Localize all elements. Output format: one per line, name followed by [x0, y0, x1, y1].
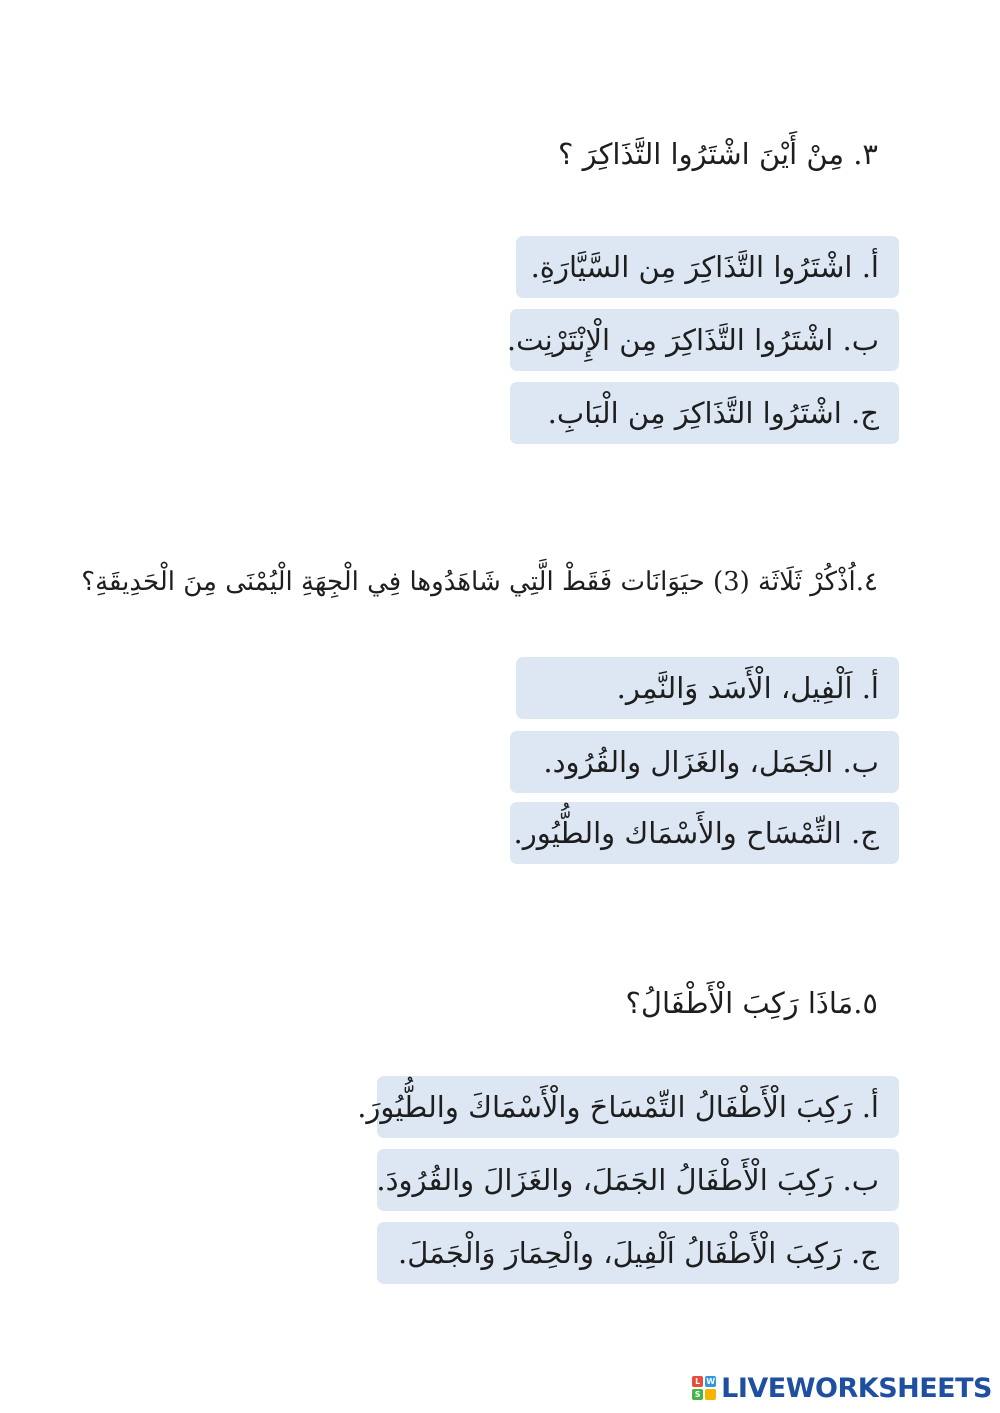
option-label: ب. الجَمَل، والغَزَال والقُرُود.	[543, 745, 879, 779]
question-4: ٤.اُذْكُرْ ثَلَاثَة (3) حيَوَانَات فَقَطْ الَّتِي شَاهَدُوها فِي الْجِهَةِ الْيُمْنَى مِنَ الْحَدِيقَةِ؟	[81, 567, 878, 597]
option-label: أ. اشْتَرُوا التَّذَاكِرَ مِن السَّيَّارَةِ.	[530, 250, 879, 284]
option-label: أ. اَلْفِيل، الْأَسَد وَالنَّمِر.	[616, 671, 879, 705]
option-4b[interactable]	[510, 731, 899, 793]
option-5b[interactable]	[377, 1149, 899, 1211]
option-3b[interactable]	[506, 309, 899, 371]
logo-text: LIVEWORKSHEETS	[721, 1372, 992, 1404]
option-3a[interactable]	[516, 236, 899, 298]
option-label: ج. رَكِبَ الْأَطْفَالُ اَلْفِيلَ، والْحِمَارَ وَالْجَمَلَ.	[398, 1236, 879, 1270]
option-4a[interactable]	[516, 657, 899, 719]
logo-square: W	[706, 1377, 716, 1386]
option-label: ب. رَكِبَ الْأَطْفَالُ الجَمَلَ، والغَزَالَ والقُرُودَ.	[376, 1163, 879, 1197]
option-3c[interactable]	[510, 382, 899, 444]
liveworksheets-logo[interactable]	[692, 1371, 992, 1405]
option-label: ج. التِّمْسَاح والأَسْمَاك والطُّيُور.	[513, 816, 879, 850]
logo-square	[705, 1389, 716, 1400]
lws-squares-icon	[692, 1376, 716, 1400]
option-label: ج. اشْتَرُوا التَّذَاكِرَ مِن الْبَابِ.	[547, 396, 879, 430]
logo-square: L	[692, 1376, 703, 1387]
option-4c[interactable]	[510, 802, 899, 864]
question-5: ٥.مَاذَا رَكِبَ الْأَطْفَالُ؟	[625, 986, 878, 1020]
option-5a[interactable]	[357, 1076, 899, 1138]
question-3: ٣. مِنْ أَيْنَ اشْتَرُوا التَّذَاكِرَ ؟	[558, 137, 878, 171]
option-label: أ. رَكِبَ الْأَطْفَالُ التِّمْسَاحَ والْأَسْمَاكَ والطُّيُورَ.	[357, 1090, 879, 1124]
logo-square: S	[692, 1389, 703, 1400]
option-5c[interactable]	[377, 1222, 899, 1284]
option-label: ب. اشْتَرُوا التَّذَاكِرَ مِن الْإِنْتَرْنِت.	[506, 323, 879, 357]
